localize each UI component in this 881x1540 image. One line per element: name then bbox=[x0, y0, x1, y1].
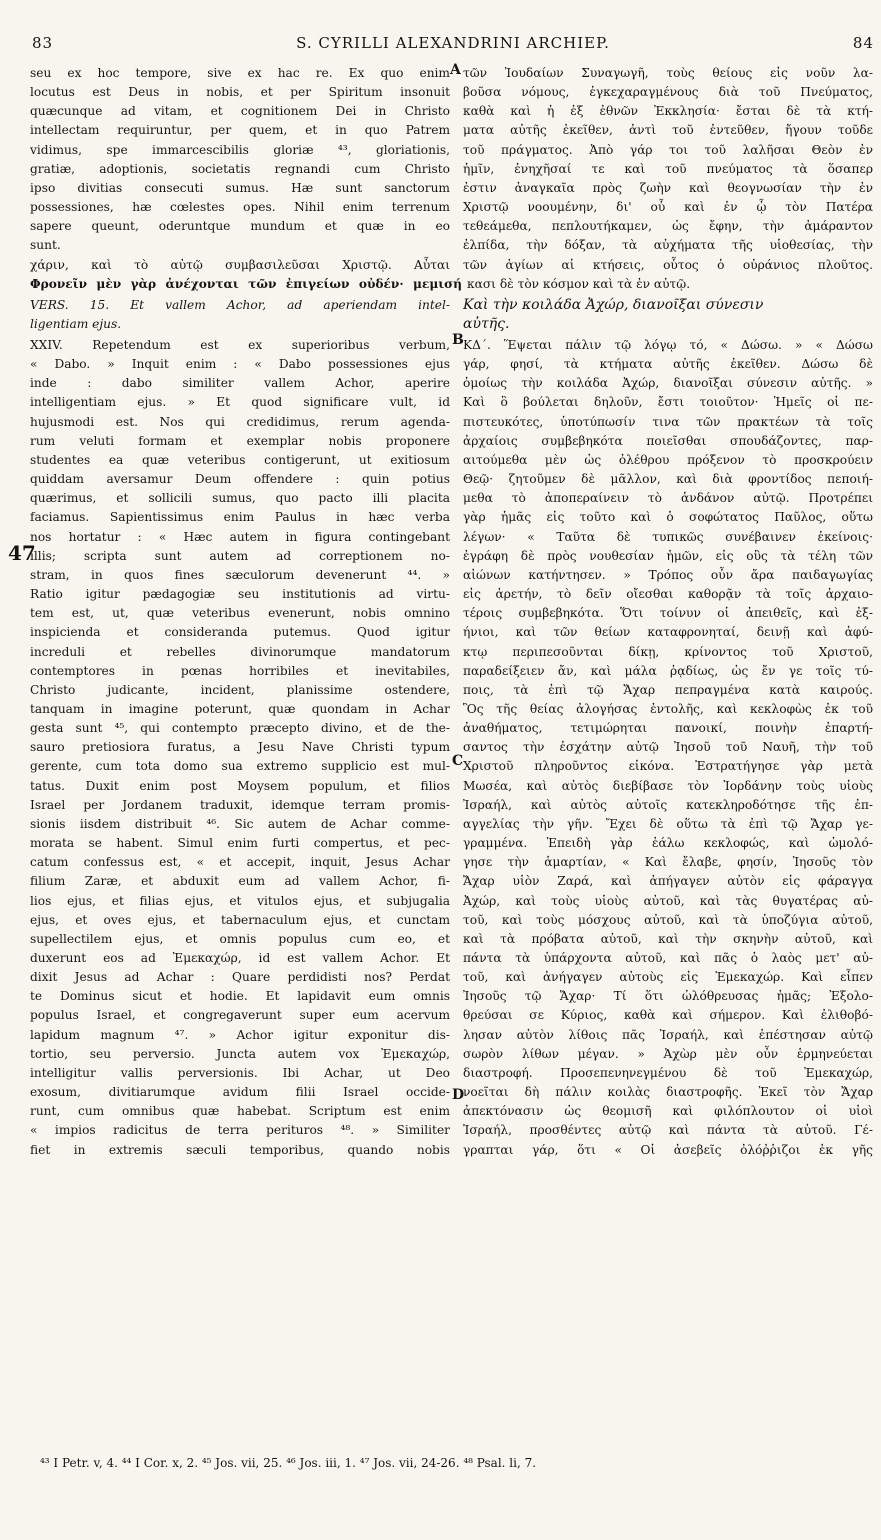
greek-heading-line: αὐτῆς. bbox=[463, 316, 510, 333]
footnotes: ⁴³ I Petr. v, 4. ⁴⁴ I Cor. x, 2. ⁴⁵ Jos. vii, 25. ⁴⁶ Jos. iii, 1. ⁴⁷ Jos. vii, 24-26. ⁴⁸ Psal. li, 7. bbox=[40, 1456, 537, 1470]
latin-text-line: XXIV. Repetendum est ex superioribus verbum, bbox=[30, 338, 450, 352]
latin-text-line: illis; scripta sunt autem ad correptionem no- bbox=[30, 548, 450, 563]
greek-text-line: ἀπεκτόνασιν ὡς θεομισῆ καὶ φιλόπλουτον οἱ υἱοὶ bbox=[463, 1104, 873, 1119]
greek-text-line: σωρὸν λίθων μέγαν. » Ἀχὼρ μὲν οὖν ἑρμηνεύεται bbox=[463, 1046, 873, 1061]
latin-text-line: intelligentiam ejus. » Et quod significare vult, id bbox=[30, 395, 450, 410]
greek-text-line: γὰρ ἡμᾶς εἰς τοῦτο καὶ ὁ σοφώτατος Παῦλος, οὕτω bbox=[463, 510, 873, 525]
latin-text-line: rum veluti formam et exemplar nobis proponere bbox=[30, 433, 450, 448]
latin-text-line: « Dabo. » Inquit enim : « Dabo possessiones ejus bbox=[30, 357, 450, 372]
latin-text-line: inspicienda et consideranda putemus. Quod igitur bbox=[30, 625, 450, 640]
page-header bbox=[32, 34, 874, 56]
latin-text-line: ejus, et oves ejus, et tabernaculum ejus, et cunctam bbox=[30, 912, 450, 927]
latin-text-line: Christo judicante, incident, planissime ostendere, bbox=[30, 682, 450, 697]
latin-text-line: sapere queunt, oderuntque mundum et quæ in eo bbox=[30, 219, 450, 234]
greek-text-line: ἐλπίδα, τὴν δόξαν, τὰ αὐχήματα τῆς υἱοθεσίας, τὴν bbox=[463, 238, 873, 253]
latin-column-top bbox=[30, 64, 450, 256]
latin-text-line: possessiones, hæ cœlestes opes. Nihil enim terrenum bbox=[30, 200, 450, 215]
latin-text-line: increduli et rebelles divinorumque mandatorum bbox=[30, 644, 450, 659]
latin-text-line: te Dominus sicut et hodie. Et lapidavit eum omnis bbox=[30, 989, 450, 1004]
latin-text-line: Israel per Jordanem traduxit, idemque terram promis- bbox=[30, 797, 450, 812]
latin-text-line: contemptores in pœnas horribiles et inevitabiles, bbox=[30, 663, 450, 678]
latin-text-line: catum confessus est, « et accepit, inquit, Jesus Achar bbox=[30, 855, 450, 870]
margin-letter-d: D bbox=[452, 1087, 465, 1103]
greek-text-line: καθὰ καὶ ἡ ἐξ ἐθνῶν Ἐκκλησία· ἔσται δὲ τὰ κτή- bbox=[463, 104, 873, 119]
latin-text-line: lapidum magnum ⁴⁷. » Achor igitur exponitur dis- bbox=[30, 1027, 450, 1042]
margin-letter-a: A bbox=[450, 62, 461, 78]
greek-text-line: ἀρχαίοις συμβεβηκότα ποιεῖσθαι σπουδάζοντες, παρ- bbox=[463, 433, 873, 448]
spanning-lines bbox=[30, 256, 873, 294]
latin-text-line: seu ex hoc tempore, sive ex hac re. Ex quo enim bbox=[30, 66, 450, 80]
latin-text-line: duxerunt eos ad Ἐμεκαχώρ, id est vallem Achor. Et bbox=[30, 951, 450, 965]
greek-text-line: τοῦ πράγματος. Ἀπὸ γάρ τοι τοῦ λαλῆσαι Θεὸν ἐν bbox=[463, 142, 873, 157]
latin-text-line: studentes ea quæ veteribus contigerunt, ut exitiosum bbox=[30, 452, 450, 467]
latin-text-line: tanquam in imagine poterunt, quæ quondam in Achar bbox=[30, 701, 450, 716]
latin-text-line: quærimus, et sollicili sumus, quo pacto illi placita bbox=[30, 491, 450, 506]
greek-text-line: θρεύσαι σε Κύριος, καθὰ καὶ σήμερον. Καὶ ἐλιθοβό- bbox=[463, 1008, 873, 1023]
latin-text-line: sionis iisdem distribuit ⁴⁶. Sic autem de Achar comme- bbox=[30, 816, 450, 831]
latin-heading bbox=[30, 296, 450, 334]
greek-text-line: Χριστῷ νοουμένην, δι' οὗ καὶ ἐν ᾧ τὸν Πατέρα bbox=[463, 200, 873, 215]
latin-text-line: intelligitur vallis perversionis. Ibi Achar, ut Deo bbox=[30, 1065, 450, 1080]
greek-text-line: τοῦ, καὶ τοὺς μόσχους αὐτοῦ, καὶ τὰ ὑποζύγια αὐτοῦ, bbox=[463, 912, 873, 927]
latin-text-line: nos hortatur : « Hæc autem in figura contingebant bbox=[30, 529, 450, 544]
latin-text-line: gratiæ, adoptionis, societatis regnandi cum Christo bbox=[30, 161, 450, 176]
latin-text-line: gesta sunt ⁴⁵, qui contempto præcepto divino, et de the- bbox=[30, 721, 450, 736]
latin-text-line: morata se habent. Simul enim furti compertus, et pec- bbox=[30, 836, 450, 851]
greek-text-line: γραπται γάρ, ὅτι « Οἱ ἀσεβεῖς ὀλόῤῥιζοι ἐκ γῆς bbox=[463, 1142, 873, 1157]
greek-text-line: ματα αὐτῆς ἐκεῖθεν, ἀντὶ τοῦ ἐντεῦθεν, ἤγουν τοῦδε bbox=[463, 123, 873, 138]
greek-text-line: Ἰσραήλ, καὶ αὐτὸς αὐτοῖς κατεκληροδότησε τῆς ἐπ- bbox=[463, 797, 873, 812]
greek-text-line: πάντα τὰ ὑπάρχοντα αὐτοῦ, καὶ πᾶς ὁ λαὸς μετ' αὐ- bbox=[463, 951, 873, 965]
latin-text-line: hujusmodi est. Nos qui credidimus, rerum agenda- bbox=[30, 414, 450, 429]
running-title: S. CYRILLI ALEXANDRINI ARCHIEP. bbox=[296, 34, 610, 52]
greek-text-line: Ἰησοῦς τῷ Ἄχαρ· Τί ὅτι ὠλόθρευσας ἡμᾶς; Ἐξολο- bbox=[463, 989, 873, 1004]
greek-text-line: λέγων· « Ταῦτα δὲ τυπικῶς συνέβαινεν ἐκείνοις· bbox=[463, 529, 873, 544]
greek-text-line: ΚΔ΄. Ἕψεται πάλιν τῷ λόγῳ τό, « Δώσω. » « Δώσω bbox=[463, 338, 873, 352]
greek-text-line: Ἄχαρ υἱὸν Ζαρά, καὶ ἀπήγαγεν αὐτὸν εἰς φάραγγα bbox=[463, 874, 873, 889]
latin-text-line: supellectilem ejus, et omnis populus cum eo, et bbox=[30, 931, 450, 946]
page-marker: 47 bbox=[8, 541, 36, 565]
latin-text-line: Ratio igitur pædagogiæ seu institutionis ad virtu- bbox=[30, 587, 450, 602]
latin-text-line: dixit Jesus ad Achar : Quare perdidisti nos? Perdat bbox=[30, 970, 450, 985]
latin-text-line: inde : dabo similiter vallem Achor, aperire bbox=[30, 376, 450, 391]
latin-text-line: sunt. bbox=[30, 238, 61, 253]
latin-text-line: quæcunque ad vitam, et cognitionem Dei in Christo bbox=[30, 104, 450, 119]
latin-text-line: vidimus, spe immarcescibilis gloriæ ⁴³, gloriationis, bbox=[30, 142, 450, 157]
greek-text-line: ὁμοίως τὴν κοιλάδα Ἀχώρ, διανοῖξαι σύνεσιν αὐτῆς. » bbox=[463, 376, 873, 391]
latin-text-line: populus Israel, et congregaverunt super eum acervum bbox=[30, 1008, 450, 1023]
latin-column-body bbox=[30, 336, 450, 1160]
greek-text-line: σαντος τὴν ἐσχάτην αὐτῷ Ἰησοῦ τοῦ Ναυῆ, τὴν τοῦ bbox=[463, 740, 873, 755]
latin-text-line: sauro pretiosiora furatus, a Jesu Nave Christi typum bbox=[30, 740, 450, 755]
greek-text-line: διαστροφή. Προσεπενηνεγμένου δὲ τοῦ Ἐμεκαχώρ, bbox=[463, 1065, 873, 1080]
greek-text-line: τεθεάμεθα, πεπλουτήκαμεν, ὡς ἔφην, τὴν ἀμάραντον bbox=[463, 219, 873, 234]
greek-text-line: τῶν Ἰουδαίων Συναγωγῆ, τοὺς θείους εἰς νοῦν λα- bbox=[463, 66, 873, 80]
margin-letter-b: B bbox=[452, 332, 464, 348]
span-line-right-1: τῶν ἁγίων αἱ κτήσεις, οὗτος ὁ οὐράνιος πλοῦτος. bbox=[463, 258, 873, 272]
greek-text-line: καὶ τὰ πρόβατα αὐτοῦ, καὶ τὴν σκηνὴν αὐτοῦ, καὶ bbox=[463, 931, 873, 946]
greek-heading-line: Καὶ τὴν κοιλάδα Ἀχώρ, διανοῖξαι σύνεσιν bbox=[463, 297, 764, 313]
greek-text-line: Ὃς τῆς θείας ἀλογήσας ἐντολῆς, καὶ κεκλοφὼς ἐκ τοῦ bbox=[463, 701, 873, 716]
greek-text-line: ἐστιν ἀναγκαῖα πρὸς ζωὴν καὶ θεογνωσίαν τὴν ἐν bbox=[463, 180, 873, 195]
latin-text-line: faciamus. Sapientissimus enim Paulus in hæc verba bbox=[30, 510, 450, 525]
latin-text-line: filium Zaræ, et abduxit eum ad vallem Achor, fi- bbox=[30, 874, 450, 889]
latin-heading-line: VERS. 15. Et vallem Achor, ad aperiendam intel- bbox=[30, 298, 450, 312]
greek-text-line: τέροις συμβεβηκότα. Ὅτι τοίνυν οἱ ἀπειθεῖς, καὶ ἐξ- bbox=[463, 606, 873, 621]
latin-heading-line: ligentiam ejus. bbox=[30, 317, 122, 332]
span-line-right-2: κασι δὲ τὸν κόσμον καὶ τὰ ἐν αὐτῷ. bbox=[467, 277, 691, 291]
greek-text-line: ἐγράφη δὲ πρὸς νουθεσίαν ἡμῶν, εἰς οὓς τὰ τέλη τῶν bbox=[463, 548, 873, 563]
greek-text-line: αιτούμεθα μὲν ὡς ὀλέθρου πρόξενον τὸ προσκρούειν bbox=[463, 452, 873, 467]
greek-text-line: κτῳ περιπεσοῦνται δίκῃ, κρίνοντος τοῦ Χριστοῦ, bbox=[463, 644, 873, 659]
greek-text-line: πιστευκότες, ὑποτύπωσίν τινα τῶν πρακτέων τὰ τοῖς bbox=[463, 414, 873, 429]
greek-text-line: μεθα τὸ ἀποπεραίνειν τὸ ἁνδάνον αὐτῷ. Προτρέπει bbox=[463, 491, 873, 506]
latin-text-line: lios ejus, et filias ejus, et vitulos ejus, et subjugalia bbox=[30, 893, 450, 908]
greek-text-line: λησαν αὐτὸν λίθοις πᾶς Ἰσραήλ, καὶ ἐπέστησαν αὐτῷ bbox=[463, 1027, 873, 1042]
span-line-left-1: χάριν, καὶ τὸ αὐτῷ συμβασιλεῦσαι Χριστῷ. Αὗται bbox=[30, 258, 450, 272]
greek-text-line: ποις, τὰ ἐπὶ τῷ Ἄχαρ πεπραγμένα κατὰ καιρούς. bbox=[463, 682, 873, 697]
greek-text-line: γραμμένα. Ἐπειδὴ γὰρ ἑάλω κεκλοφώς, καὶ ὡμολό- bbox=[463, 836, 873, 851]
greek-text-line: Καὶ ὃ βούλεται δηλοῦν, ἔστι τοιοῦτον· Ἡμεῖς οἱ πε- bbox=[463, 395, 873, 410]
greek-text-line: γησε τὴν ἁμαρτίαν, « Καὶ ἔλαβε, φησίν, Ἰησοῦς τὸν bbox=[463, 855, 873, 870]
greek-column-top bbox=[463, 64, 873, 256]
greek-text-line: γάρ, φησί, τὰ κτήματα αὐτῆς ἐκεῖθεν. Δώσω δὲ bbox=[463, 357, 873, 372]
greek-text-line: αγγελίας τὴν γῆν. Ἔχει δὲ οὕτω τὰ ἐπὶ τῷ Ἄχαρ γε- bbox=[463, 816, 873, 831]
latin-text-line: fiet in extremis sæculi temporibus, quando nobis bbox=[30, 1142, 450, 1157]
greek-text-line: ήνιοι, καὶ τῶν θείων καταφρονηταί, δεινῇ καὶ ἀφύ- bbox=[463, 625, 873, 640]
latin-text-line: tortio, seu perversio. Juncta autem vox Ἐμεκαχώρ, bbox=[30, 1046, 450, 1061]
latin-text-line: quiddam aversamur Deum offendere : quin potius bbox=[30, 472, 450, 487]
greek-text-line: Ἀχώρ, καὶ τοὺς υἱοὺς αὐτοῦ, καὶ τὰς θυγατέρας αὐ- bbox=[463, 893, 873, 908]
greek-text-line: νοεῖται δὴ πάλιν κοιλὰς διαστροφῆς. Ἐκεῖ τὸν Ἄχαρ bbox=[463, 1085, 873, 1100]
margin-letter-c: C bbox=[452, 753, 464, 769]
greek-text-line: ἡμῖν, ἐνηχῆσαί τε καὶ τοῦ πνεύματος τὰ ὅσαπερ bbox=[463, 161, 873, 176]
span-line-left-2: Φρονεῖν μὲν γὰρ ἀνέχονται τῶν ἐπιγείων οὐδέν· μεμισή bbox=[30, 277, 462, 291]
latin-text-line: « impios radicitus de terra perituros ⁴⁸. » Similiter bbox=[30, 1123, 450, 1138]
page-number-left: 83 bbox=[32, 34, 54, 52]
greek-text-line: εἰς ἀρετήν, τὸ δεῖν οἴεσθαι καθορᾷν τὰ τοῖς ἀρχαιο- bbox=[463, 587, 873, 602]
latin-text-line: exosum, divitiarumque avidum filii Israel occide- bbox=[30, 1085, 450, 1100]
greek-heading bbox=[463, 296, 873, 334]
greek-text-line: τοῦ, καὶ ἀνήγαγεν αὐτοὺς εἰς Ἐμεκαχώρ. Καὶ εἶπεν bbox=[463, 970, 873, 985]
latin-text-line: tatus. Duxit enim post Moysem populum, et filios bbox=[30, 778, 450, 793]
latin-text-line: gerente, cum tota domo sua extremo supplicio est mul- bbox=[30, 759, 450, 774]
greek-text-line: Μωσέα, καὶ αὐτὸς διεβίβασε τὸν Ἰορδάνην τοὺς υἱοὺς bbox=[463, 778, 873, 793]
page-number-right: 84 bbox=[852, 34, 874, 52]
greek-text-line: αἰώνων κατήντησεν. » Τρόπος οὖν ἄρα παιδαγωγίας bbox=[463, 567, 873, 582]
greek-text-line: Θεῷ· ζητοῦμεν δὲ μᾶλλον, καὶ διὰ φροντίδος πεποιή- bbox=[463, 472, 873, 487]
latin-text-line: stram, in quos fines sæculorum devenerunt ⁴⁴. » bbox=[30, 567, 450, 582]
latin-text-line: ipso divitias consecuti sumus. Hæ sunt sanctorum bbox=[30, 180, 450, 195]
greek-text-line: παραδείξειεν ἄν, καὶ μάλα ῥᾳδίως, ὡς ἔν γε τοῖς τύ- bbox=[463, 663, 873, 678]
latin-text-line: tem est, ut, quæ veteribus evenerunt, nobis omnino bbox=[30, 606, 450, 621]
greek-text-line: ἀναθήματος, τετιμώρηται πανοικί, ποινὴν ἐπαρτή- bbox=[463, 721, 873, 736]
greek-text-line: Χριστοῦ πληροῦντος εἰκόνα. Ἐστρατήγησε γὰρ μετὰ bbox=[463, 759, 873, 774]
latin-text-line: locutus est Deus in nobis, et per Spiritum insonuit bbox=[30, 85, 450, 100]
latin-text-line: intellectam requiruntur, per quem, et in quo Patrem bbox=[30, 123, 450, 138]
latin-text-line: runt, cum omnibus quæ habebat. Scriptum est enim bbox=[30, 1104, 450, 1119]
greek-text-line: Ἰσραήλ, προσθέντες αὐτῷ καὶ πάντα τὰ αὐτοῦ. Γέ- bbox=[463, 1123, 873, 1138]
greek-column-body bbox=[463, 336, 873, 1160]
greek-text-line: βοῦσα νόμους, ἐγκεχαραγμένους διὰ τοῦ Πνεύματος, bbox=[463, 85, 873, 100]
